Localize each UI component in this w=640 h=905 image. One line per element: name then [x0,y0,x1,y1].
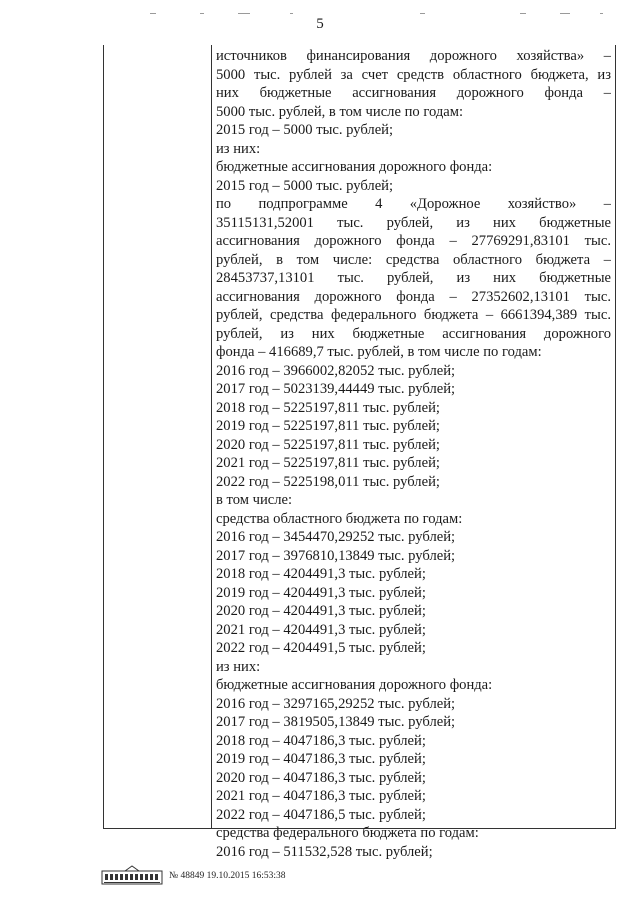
page-number: 5 [316,16,324,32]
text-line: 5000 тыс. рублей, в том числе по годам: [216,103,464,120]
funding-text-cell [216,47,611,861]
text-line: 2020 год – 4047186,3 тыс. рублей; [216,769,426,786]
text-line: 2022 год – 5225198,011 тыс. рублей; [216,473,440,490]
text-line: источников финансирования дорожного хозяйства» – [216,48,611,64]
text-line: рублей, из них бюджетные ассигнования дорожного [216,325,611,342]
text-line: 2015 год – 5000 тыс. рублей; [216,177,394,194]
text-line: 5000 тыс. рублей за счет средств областного бюджета, из [216,66,611,83]
text-line: бюджетные ассигнования дорожного фонда: [216,677,493,693]
text-line: 2019 год – 4204491,3 тыс. рублей; [216,584,426,601]
text-line: рублей, средства федерального бюджета – 6661394,389 тыс. [216,307,611,323]
text-line: 2016 год – 511532,528 тыс. рублей; [216,843,433,860]
text-line: 2018 год – 4204491,3 тыс. рублей; [216,566,426,582]
text-line: 35115131,52001 тыс. рублей, из них бюджетные [216,214,611,231]
stamp-logo-icon [101,865,163,887]
text-line: из них: [216,140,261,157]
text-line: 2017 год – 3819505,13849 тыс. рублей; [216,714,456,730]
text-line: 2020 год – 5225197,811 тыс. рублей; [216,436,440,453]
text-line: 2019 год – 5225197,811 тыс. рублей; [216,418,440,434]
text-line: 28453737,13101 тыс. рублей, из них бюджетные [216,270,611,286]
text-line: 2019 год – 4047186,3 тыс. рублей; [216,751,426,767]
text-line: 2017 год – 3976810,13849 тыс. рублей; [216,547,456,564]
text-line: них бюджетные ассигнования дорожного фонда – [216,85,611,101]
text-line: 2021 год – 5225197,811 тыс. рублей; [216,455,440,471]
text-line: 2018 год – 4047186,3 тыс. рублей; [216,732,426,749]
column-divider [211,45,212,828]
text-line: 2016 год – 3297165,29252 тыс. рублей; [216,695,456,712]
budget-table [103,45,616,860]
text-line: ассигнования дорожного фонда – 27352602,13101 тыс. [216,288,611,305]
text-line: из них: [216,658,261,675]
text-line: 2022 год – 4204491,5 тыс. рублей; [216,640,426,656]
scan-noise [0,4,640,10]
text-line: средства областного бюджета по годам: [216,510,463,527]
text-line: 2016 год – 3966002,82052 тыс. рублей; [216,362,456,379]
document-registration: № 48849 19.10.2015 16:53:38 [169,871,286,881]
text-line: 2022 год – 4047186,5 тыс. рублей; [216,806,426,823]
document-footer [101,865,285,887]
text-line: 2021 год – 4047186,3 тыс. рублей; [216,788,426,804]
text-line: 2018 год – 5225197,811 тыс. рублей; [216,399,440,416]
text-line: 2016 год – 3454470,29252 тыс. рублей; [216,529,456,545]
text-line: в том числе: [216,492,293,508]
text-line: бюджетные ассигнования дорожного фонда: [216,159,493,175]
text-line: 2021 год – 4204491,3 тыс. рублей; [216,621,426,638]
text-line: 2017 год – 5023139,44449 тыс. рублей; [216,381,456,397]
text-line: 2020 год – 4204491,3 тыс. рублей; [216,603,426,619]
text-line: средства федерального бюджета по годам: [216,825,479,841]
text-line: по подпрограмме 4 «Дорожное хозяйство» – [216,196,611,212]
text-line: фонда – 416689,7 тыс. рублей, в том числе по годам: [216,344,542,360]
text-line: рублей, в том числе: средства областного бюджета – [216,251,611,268]
text-line: 2015 год – 5000 тыс. рублей; [216,122,394,138]
text-line: ассигнования дорожного фонда – 27769291,83101 тыс. [216,233,611,249]
